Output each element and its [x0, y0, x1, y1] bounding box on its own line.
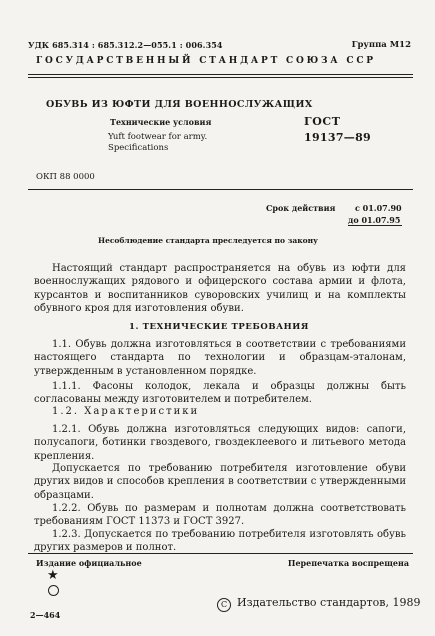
official-edition-label: Издание официальное — [36, 558, 142, 568]
udk-code: УДК 685.314 : 685.312.2—055.1 : 006.354 — [28, 40, 223, 50]
gost-number: 19137—89 — [304, 131, 371, 144]
document-title: ОБУВЬ ИЗ ЮФТИ ДЛЯ ВОЕННОСЛУЖАЩИХ — [46, 99, 313, 110]
copyright-text: Издательство стандартов, 1989 — [237, 596, 421, 609]
circle-icon — [48, 585, 59, 596]
state-standard-heading: ГОСУДАРСТВЕННЫЙ СТАНДАРТ СОЮЗА ССР — [36, 56, 376, 66]
star-icon: ★ — [47, 568, 59, 583]
copyright-icon: C — [217, 598, 231, 612]
paragraph-1-2: 1.2. Характеристики — [52, 406, 200, 417]
paragraph-allowed: Допускается по требованию потребителя изготовление обуви других видов и способов крепления в соответствии с утвержденными образцами. — [34, 463, 406, 501]
paragraph-1-1: 1.1. Обувь должна изготовляться в соответствии с требованиями настоящего стандарта по технологии и образцам-эталонам, утвержденным в установленном порядке. — [34, 339, 406, 377]
paragraph-1-1-1: 1.1.1. Фасоны колодок, лекала и образцы должны быть согласованы между изготовителем и потребителем. — [34, 381, 406, 406]
intro-paragraph: Настоящий стандарт распространяется на обувь из юфти для военнослужащих рядового и офицерского состава армии и флота, курсантов и воспитанников суворовских училищ и на комплекты обувного кроя для изготовления обуви. — [34, 263, 406, 314]
copyright-notice — [217, 596, 420, 612]
validity-label: Срок действия — [266, 203, 336, 213]
validity-to: до 01.07.95 — [348, 215, 401, 225]
validity-from: с 01.07.90 — [355, 203, 402, 213]
group-code: Группа М12 — [351, 40, 411, 50]
paragraph-1-2-2: 1.2.2. Обувь по размерам и полнотам должна соответствовать требованиям ГОСТ 11373 и ГОСТ 3927. — [34, 503, 406, 528]
document-subtitle: Технические условия — [110, 117, 212, 127]
english-title — [108, 132, 207, 154]
divider-rule — [28, 189, 413, 190]
print-code: 2—464 — [30, 610, 61, 620]
legal-warning: Несоблюдение стандарта преследуется по закону — [98, 236, 318, 245]
paragraph-1-2-3: 1.2.3. Допускается по требованию потребителя изготовлять обувь других размеров и полнот. — [34, 529, 406, 554]
english-title-line2: Specifications — [108, 143, 169, 153]
paragraph-1-2-1: 1.2.1. Обувь должна изготовляться следующих видов: сапоги, полусапоги, ботинки гвоздевого, гвоздеклеевого и литьевого метода крепления. — [34, 424, 406, 462]
section-title: 1. ТЕХНИЧЕСКИЕ ТРЕБОВАНИЯ — [129, 322, 310, 332]
okp-code: ОКП 88 0000 — [36, 172, 95, 182]
gost-label: ГОСТ — [304, 115, 341, 128]
header-rule — [28, 74, 413, 75]
english-title-line1: Yuft footwear for army. — [108, 132, 208, 142]
header-rule-thin — [28, 77, 413, 78]
footer-rule — [28, 553, 413, 554]
reprint-prohibited-label: Перепечатка воспрещена — [287, 558, 409, 568]
